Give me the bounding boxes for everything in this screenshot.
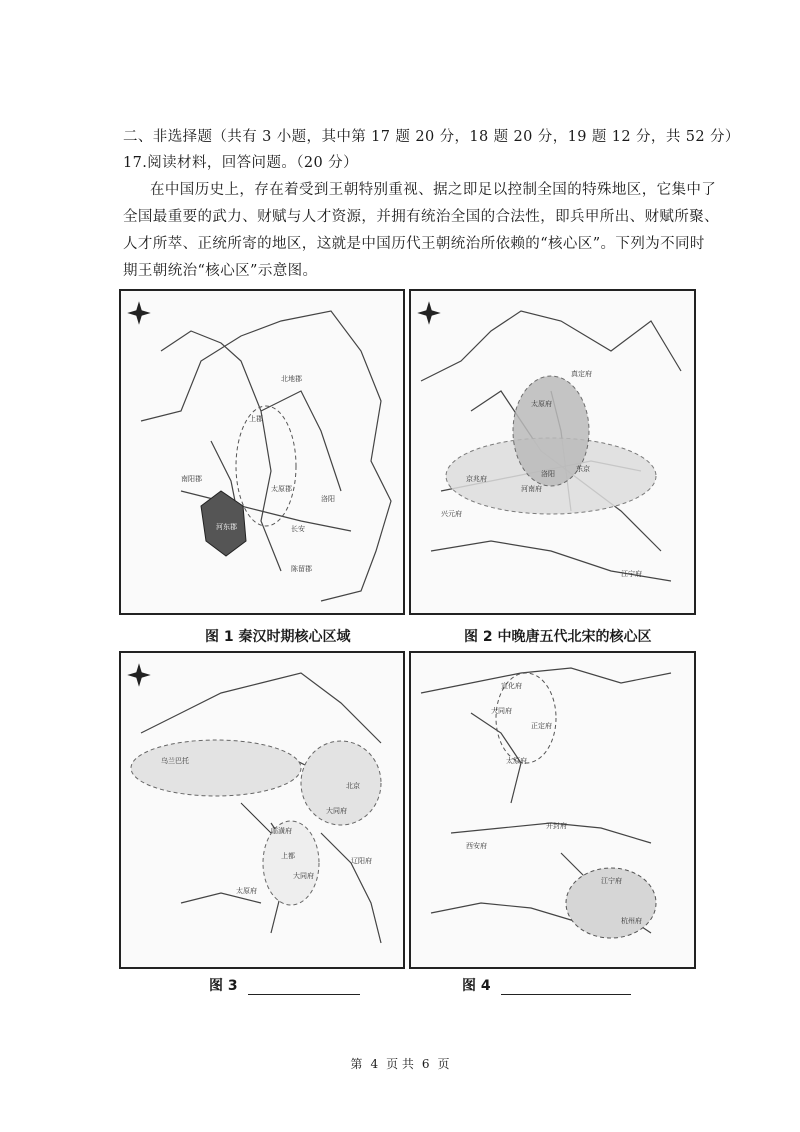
footer-middle: 页 共: [386, 1057, 414, 1071]
paragraph-line-4: 期王朝统治“核心区”示意图。: [123, 263, 318, 279]
map-place-label: 陈留郡: [291, 565, 312, 573]
figure-1-caption: 图 1 秦汉时期核心区域: [205, 629, 351, 645]
map-place-label: 大同府: [293, 872, 314, 880]
map-figure-1: [119, 289, 405, 615]
map-place-label: 正定府: [531, 722, 552, 730]
map-place-label: 真定府: [571, 370, 592, 378]
map-place-label: 开封府: [546, 822, 567, 830]
map-place-label: 太原府: [236, 887, 257, 895]
figure-4-label: 图 4: [462, 978, 491, 994]
map-place-label: 京兆府: [466, 475, 487, 483]
section-heading: 二、非选择题（共有 3 小题，其中第 17 题 20 分，18 题 20 分，19 题 12 分，共 52 分）: [123, 129, 740, 145]
map-place-label: 辽阳府: [351, 857, 372, 865]
map-place-label: 长安: [291, 525, 305, 533]
map-place-label: 上都: [281, 852, 295, 860]
map-place-label: 乌兰巴托: [161, 757, 189, 765]
figure-4-answer-blank[interactable]: [501, 982, 631, 995]
map-place-label: 宣化府: [501, 682, 522, 690]
question-title: 17.阅读材料，回答问题。（20 分）: [123, 155, 358, 171]
map-place-label: 洛阳: [321, 495, 335, 503]
map-figure-2: [409, 289, 696, 615]
footer-total-pages: 6: [421, 1057, 430, 1071]
map-place-label: 上郡: [249, 415, 263, 423]
map-figure-4: [409, 651, 696, 969]
map-place-label: 临潢府: [271, 827, 292, 835]
map-place-label: 洛阳: [541, 470, 555, 478]
map-place-label: 太原郡: [271, 485, 292, 493]
map-figure-3: [119, 651, 405, 969]
map-place-label: 太原府: [531, 400, 552, 408]
map-place-label: 河东郡: [216, 523, 237, 531]
map-place-label: 大同府: [491, 707, 512, 715]
map-place-label: 河南府: [521, 485, 542, 493]
paragraph-line-2: 全国最重要的武力、财赋与人才资源，并拥有统治全国的合法性，即兵甲所出、财赋所聚、: [123, 209, 719, 225]
map-place-label: 江宁府: [621, 570, 642, 578]
map-place-label: 太原府: [506, 757, 527, 765]
figure-3-label: 图 3: [209, 978, 238, 994]
map-place-label: 西安府: [466, 842, 487, 850]
figure-2-caption: 图 2 中晚唐五代北宋的核心区: [464, 629, 652, 645]
footer-suffix: 页: [437, 1057, 450, 1071]
figure-3-answer-blank[interactable]: [248, 982, 360, 995]
map-place-label: 北京: [346, 782, 360, 790]
map-place-label: 江宁府: [601, 877, 622, 885]
map-place-label: 东京: [576, 465, 590, 473]
footer-current-page: 4: [370, 1057, 379, 1071]
map-place-label: 大同府: [326, 807, 347, 815]
figure-4-caption: [462, 975, 631, 995]
page-footer: [0, 1055, 800, 1072]
paragraph-line-3: 人才所萃、正统所寄的地区，这就是中国历代王朝统治所依赖的“核心区”。下列为不同时: [123, 236, 705, 252]
map-place-label: 杭州府: [621, 917, 642, 925]
map-place-label: 北地郡: [281, 375, 302, 383]
map-place-label: 南阳郡: [181, 475, 202, 483]
footer-prefix: 第: [350, 1057, 363, 1071]
map-place-label: 兴元府: [441, 510, 462, 518]
figure-3-caption: [209, 975, 360, 995]
paragraph-line-1: 在中国历史上，存在着受到王朝特别重视、据之即足以控制全国的特殊地区，它集中了: [150, 182, 717, 198]
